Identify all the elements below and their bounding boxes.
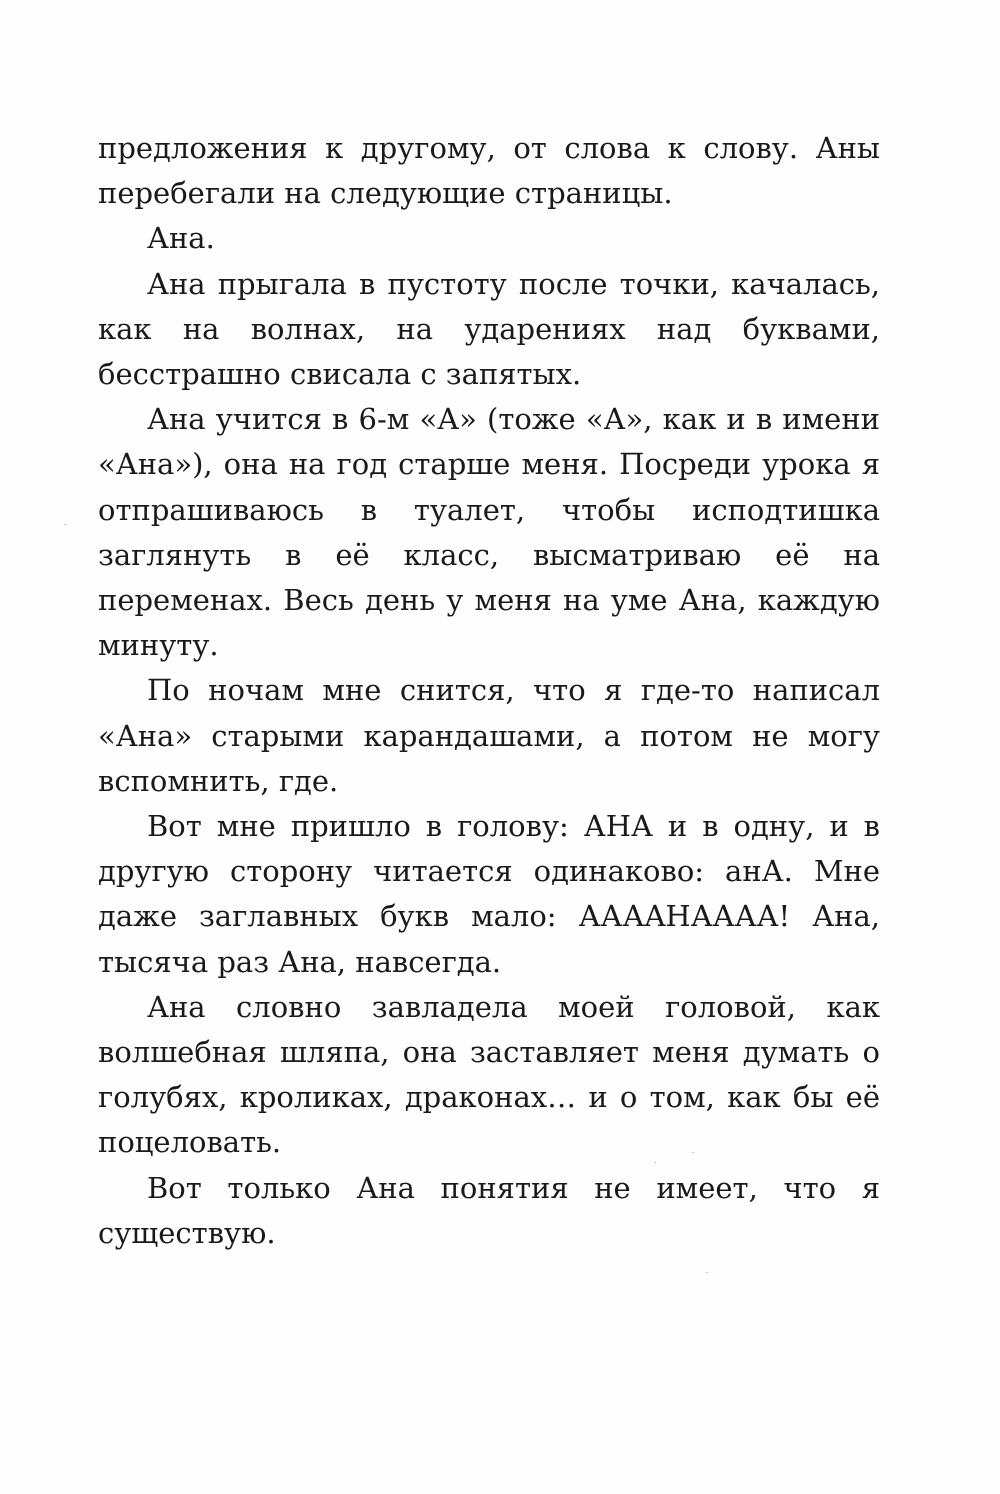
scan-speck [64,524,66,525]
scan-speck [706,1272,708,1273]
scan-speck [654,1162,656,1163]
paragraph: По ночам мне снится, что я где-то написал «Ана» старыми карандашами, а потом не могу вспомнить, где. [98,673,880,798]
paragraph: Вот только Ана понятия не имеет, что я существую. [98,1170,880,1250]
scan-speck [692,1152,694,1153]
paragraph-continuation: предложения к другому, от слова к слову. Аны перебегали на следующие страницы. [98,131,880,211]
paragraph: Ана словно завладела моей головой, как волшебная шляпа, она заставляет меня думать о голубях, кроликах, драконах… и о том, как бы её поцеловать. [98,989,880,1160]
paragraph: Вот мне пришло в голову: АНА и в одну, и в другую сторону читается одинаково: анА. Мне даже заглавных букв мало: АААAНАААА! Ана, тысяча раз Ана, навсегда. [98,809,880,979]
paragraph: Ана прыгала в пустоту после точки, качалась, как на волнах, на ударениях над буквами, бесстрашно свисала с запятых. [98,266,880,392]
paragraph: Ана. [147,221,215,256]
paragraph: Ана учится в 6-м «А» (тоже «А», как и в имени «Ана»), она на год старше меня. Посреди урока я отпрашиваюсь в туалет, чтобы исподтишка заглянуть в её класс, высматриваю её на переменах. Весь день у меня на уме Ана, каждую минуту. [98,402,880,663]
body-text [98,126,880,1256]
